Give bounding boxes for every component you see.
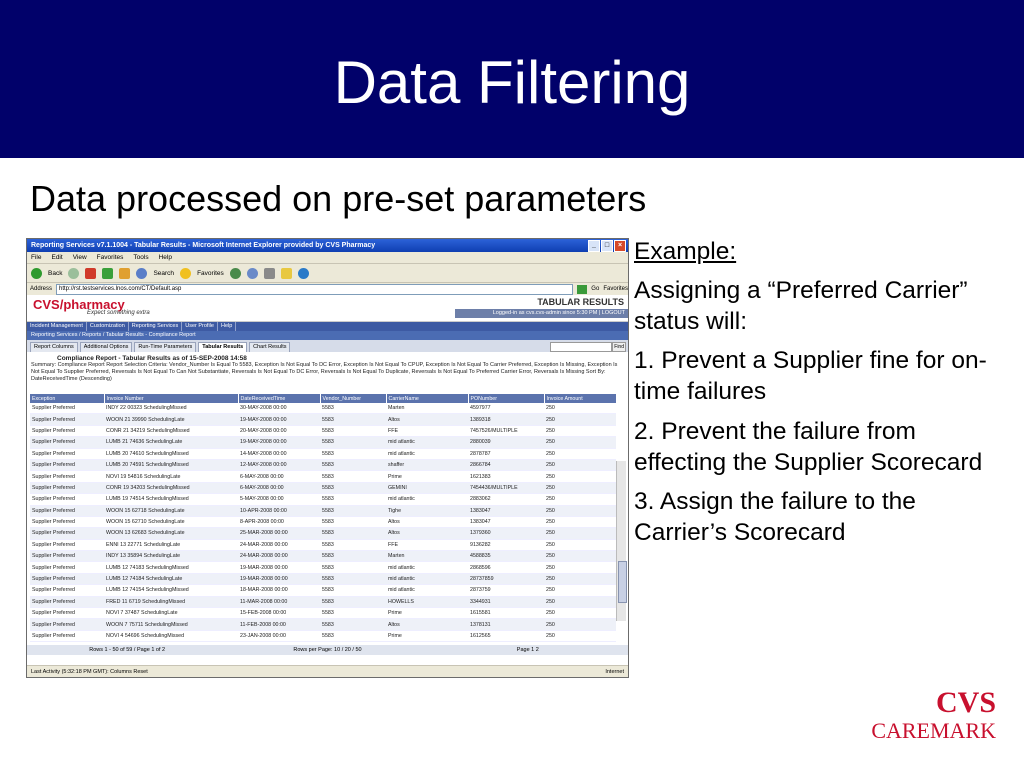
- table-row[interactable]: [30, 448, 616, 459]
- table-cell: 250: [544, 585, 616, 596]
- table-cell: 5583: [320, 551, 386, 562]
- table-row[interactable]: [30, 471, 616, 482]
- table-cell: 5583: [320, 608, 386, 619]
- table-cell: 10-APR-2008 00:00: [238, 505, 320, 516]
- forward-arrow-icon[interactable]: [68, 268, 79, 279]
- slide-subtitle: Data processed on pre-set parameters: [30, 178, 647, 219]
- table-cell: 20-MAY-2008 00:00: [238, 425, 320, 436]
- table-cell: 11-FEB-2008 00:00: [238, 619, 320, 630]
- report-summary: Summary: Compliance Report Report Selection Criteria: Vendor_Number Is Equal To 5583, Exception Is Not Equal To DC Error, Exception Is Not Equal To CPUP, Exception Is Not Equal To Carrier Preferred, Exception Is Missing, Exception Is Not Equal To Supplier Preferred, Reversals Is Not Equal To Can Not Substantiate, Reversals Is Not Equal To DC Error, Reversals Is Not Equal To Duplicate, Reversals Is Not Equal To Preferred Carrier Error, Reversals Is Missing Sort By: DateReceivedTime (Descending): [31, 362, 618, 382]
- table-cell: Prime: [386, 471, 468, 482]
- table-cell: 4588835: [468, 551, 544, 562]
- column-header[interactable]: Invoice Amount: [544, 394, 616, 403]
- table-cell: 5583: [320, 516, 386, 527]
- table-cell: LUMB 20 74610 SchedulingMissed: [104, 448, 238, 459]
- table-cell: 5583: [320, 414, 386, 425]
- point-3: 3. Assign the failure to the Carrier’s Scorecard: [634, 487, 916, 546]
- browser-screenshot: [26, 238, 629, 678]
- table-cell: 19-MAR-2008 00:00: [238, 573, 320, 584]
- table-cell: 5-MAY-2008 00:00: [238, 494, 320, 505]
- pager-per-page[interactable]: Rows per Page: 10 / 20 / 50: [293, 647, 362, 653]
- table-cell: 4597977: [468, 403, 544, 414]
- table-cell: Supplier Preferred: [30, 437, 104, 448]
- table-cell: Supplier Preferred: [30, 619, 104, 630]
- table-cell: WOON 15 62710 SchedulingLate: [104, 516, 238, 527]
- table-cell: mid atlantic: [386, 585, 468, 596]
- table-cell: 11-MAR-2008 00:00: [238, 596, 320, 607]
- table-cell: 250: [544, 516, 616, 527]
- table-cell: 250: [544, 619, 616, 630]
- table-cell: Supplier Preferred: [30, 585, 104, 596]
- table-cell: Supplier Preferred: [30, 425, 104, 436]
- table-cell: 8-APR-2008 00:00: [238, 516, 320, 527]
- table-cell: 12-MAY-2008 00:00: [238, 459, 320, 470]
- table-cell: Supplier Preferred: [30, 528, 104, 539]
- table-row[interactable]: [30, 528, 616, 539]
- pager: [27, 645, 628, 655]
- table-cell: 24-MAR-2008 00:00: [238, 539, 320, 550]
- table-cell: 2866784: [468, 459, 544, 470]
- table-header-row: [30, 394, 616, 403]
- table-cell: 5583: [320, 528, 386, 539]
- table-cell: LUMB 19 74514 SchedulingMissed: [104, 494, 238, 505]
- browser-title: Reporting Services v7.1.1004 - Tabular Results - Microsoft Internet Explorer provided by CVS Pharmacy: [31, 242, 376, 249]
- table-cell: WOON 7 75711 SchedulingMissed: [104, 619, 238, 630]
- table-cell: Supplier Preferred: [30, 403, 104, 414]
- table-cell: INDY 22 00323 SchedulingMissed: [104, 403, 238, 414]
- table-cell: Supplier Preferred: [30, 494, 104, 505]
- tab-tabular-results[interactable]: Tabular Results: [198, 342, 247, 352]
- table-row[interactable]: [30, 414, 616, 425]
- table-row[interactable]: [30, 539, 616, 550]
- table-cell: 250: [544, 551, 616, 562]
- table-cell: 15-FEB-2008 00:00: [238, 608, 320, 619]
- table-cell: WOON 13 62683 SchedulingLate: [104, 528, 238, 539]
- nav-reporting-services[interactable]: Reporting Services: [129, 322, 182, 331]
- table-row[interactable]: [30, 482, 616, 493]
- table-cell: Supplier Preferred: [30, 608, 104, 619]
- table-cell: 250: [544, 596, 616, 607]
- table-cell: 2878787: [468, 448, 544, 459]
- table-cell: WOON 15 62718 SchedulingLate: [104, 505, 238, 516]
- table-cell: 5583: [320, 562, 386, 573]
- home-icon[interactable]: [119, 268, 130, 279]
- table-cell: 5583: [320, 403, 386, 414]
- table-cell: 250: [544, 471, 616, 482]
- table-cell: 5583: [320, 539, 386, 550]
- table-cell: Supplier Preferred: [30, 573, 104, 584]
- table-cell: shaffer: [386, 459, 468, 470]
- minimize-icon[interactable]: _: [588, 240, 600, 252]
- table-cell: 1379360: [468, 528, 544, 539]
- browser-toolbar: [27, 264, 628, 283]
- mail-icon[interactable]: [247, 268, 258, 279]
- table-cell: FFE: [386, 425, 468, 436]
- brand-tagline: Expect something extra: [87, 310, 150, 316]
- table-cell: 250: [544, 425, 616, 436]
- table-row[interactable]: [30, 619, 616, 630]
- table-cell: 19-MAR-2008 00:00: [238, 562, 320, 573]
- table-row[interactable]: [30, 437, 616, 448]
- column-header[interactable]: Invoice Number: [104, 394, 238, 403]
- stop-icon[interactable]: [85, 268, 96, 279]
- links-label[interactable]: Favorites: [603, 286, 628, 292]
- table-cell: 1383047: [468, 516, 544, 527]
- table-cell: 9136282: [468, 539, 544, 550]
- table-cell: FFE: [386, 539, 468, 550]
- table-cell: 5583: [320, 425, 386, 436]
- table-cell: Altos: [386, 528, 468, 539]
- edit-icon[interactable]: [281, 268, 292, 279]
- table-cell: Prime: [386, 630, 468, 641]
- table-cell: 2883062: [468, 494, 544, 505]
- menu-favorites[interactable]: Favorites: [96, 254, 124, 261]
- table-row[interactable]: [30, 573, 616, 584]
- table-cell: 5583: [320, 494, 386, 505]
- table-cell: 6-MAY-2008 00:00: [238, 482, 320, 493]
- login-status[interactable]: Logged-in as cvs.cvs-admin since 5:30 PM | LOGOUT: [455, 309, 628, 318]
- search-label[interactable]: Search: [153, 269, 175, 277]
- table-row[interactable]: [30, 608, 616, 619]
- table-cell: 250: [544, 459, 616, 470]
- table-cell: mid atlantic: [386, 448, 468, 459]
- table-cell: 5583: [320, 573, 386, 584]
- logo-cvs-text: CVS: [935, 686, 996, 719]
- app-nav: [27, 322, 628, 331]
- table-cell: 14-MAY-2008 00:00: [238, 448, 320, 459]
- table-cell: Supplier Preferred: [30, 482, 104, 493]
- pager-page[interactable]: Page 1 2: [516, 647, 539, 653]
- cvs-caremark-logo: [860, 686, 1000, 746]
- table-cell: LUMB 12 74184 SchedulingLate: [104, 573, 238, 584]
- find-button[interactable]: Find: [614, 344, 624, 350]
- table-cell: Prime: [386, 608, 468, 619]
- table-cell: FRED 11 6719 SchedulingMissed: [104, 596, 238, 607]
- menu-view[interactable]: View: [72, 254, 87, 261]
- table-cell: Altos: [386, 414, 468, 425]
- globe-icon[interactable]: [298, 268, 309, 279]
- table-cell: Tighe: [386, 505, 468, 516]
- table-row[interactable]: [30, 596, 616, 607]
- slide-title: Data Filtering: [333, 49, 691, 116]
- table-cell: 250: [544, 437, 616, 448]
- table-cell: NOVI 7 37487 SchedulingLate: [104, 608, 238, 619]
- report-title: Compliance Report - Tabular Results as of 15-SEP-2008 14:58: [57, 355, 247, 362]
- table-cell: 250: [544, 573, 616, 584]
- table-cell: 250: [544, 448, 616, 459]
- table-cell: mid atlantic: [386, 494, 468, 505]
- slide-body: [634, 236, 1014, 556]
- table-cell: Altos: [386, 516, 468, 527]
- table-cell: 30-MAY-2008 00:00: [238, 403, 320, 414]
- table-cell: HOWELLS: [386, 596, 468, 607]
- logo-caremark-text: CAREMARK: [871, 718, 996, 743]
- point-2: 2. Prevent the failure from effecting the Supplier Scorecard: [634, 417, 983, 476]
- scrollbar-thumb[interactable]: [618, 561, 627, 603]
- table-cell: 1612565: [468, 630, 544, 641]
- menu-help[interactable]: Help: [158, 254, 172, 261]
- menu-bar: [27, 252, 628, 264]
- table-cell: mid atlantic: [386, 437, 468, 448]
- table-cell: 250: [544, 494, 616, 505]
- table-cell: Altos: [386, 619, 468, 630]
- table-cell: 250: [544, 403, 616, 414]
- table-cell: 250: [544, 528, 616, 539]
- table-cell: CONR 21 34219 SchedulingMissed: [104, 425, 238, 436]
- table-cell: Supplier Preferred: [30, 505, 104, 516]
- table-row[interactable]: [30, 403, 616, 414]
- table-cell: 28737859: [468, 573, 544, 584]
- table-cell: 23-JAN-2008 00:00: [238, 630, 320, 641]
- table-cell: 5583: [320, 585, 386, 596]
- tab-additional-options[interactable]: Additional Options: [80, 342, 133, 352]
- table-cell: 5583: [320, 471, 386, 482]
- table-cell: 250: [544, 482, 616, 493]
- menu-tools[interactable]: Tools: [133, 254, 149, 261]
- report-header: [27, 352, 628, 394]
- table-cell: 250: [544, 539, 616, 550]
- app-area: [27, 295, 628, 665]
- table-cell: 5583: [320, 630, 386, 641]
- table-cell: Supplier Preferred: [30, 551, 104, 562]
- search-icon[interactable]: [136, 268, 147, 279]
- report-tabs: [27, 340, 628, 352]
- back-arrow-icon[interactable]: [31, 268, 42, 279]
- status-text: Last Activity (5:32:18 PM GMT): Columns Reset: [31, 669, 148, 675]
- menu-edit[interactable]: Edit: [51, 254, 63, 261]
- table-cell: 18-MAR-2008 00:00: [238, 585, 320, 596]
- nav-customization[interactable]: Customization: [87, 322, 129, 331]
- nav-help[interactable]: Help: [218, 322, 236, 331]
- table-cell: LUMB 12 74154 SchedulingMissed: [104, 585, 238, 596]
- table-cell: Supplier Preferred: [30, 539, 104, 550]
- table-cell: CONR 19 34203 SchedulingMissed: [104, 482, 238, 493]
- table-cell: 5583: [320, 448, 386, 459]
- history-icon[interactable]: [230, 268, 241, 279]
- print-icon[interactable]: [264, 268, 275, 279]
- table-cell: mid atlantic: [386, 562, 468, 573]
- table-row[interactable]: [30, 516, 616, 527]
- column-header[interactable]: CarrierName: [386, 394, 468, 403]
- table-cell: mid atlantic: [386, 573, 468, 584]
- table-cell: LUMB 12 74183 SchedulingMissed: [104, 562, 238, 573]
- go-button[interactable]: Go: [591, 286, 600, 292]
- table-row[interactable]: [30, 425, 616, 436]
- point-1: 1. Prevent a Supplier fine for on-time failures: [634, 347, 987, 406]
- table-cell: 5583: [320, 482, 386, 493]
- table-cell: 250: [544, 630, 616, 641]
- table-cell: 1615581: [468, 608, 544, 619]
- app-header: [27, 295, 628, 322]
- table-cell: GEMINI: [386, 482, 468, 493]
- tab-run-time-parameters[interactable]: Run-Time Parameters: [134, 342, 196, 352]
- refresh-icon[interactable]: [102, 268, 113, 279]
- table-row[interactable]: [30, 505, 616, 516]
- example-label: Example:: [634, 238, 737, 265]
- window-controls: [588, 240, 626, 252]
- table-row[interactable]: [30, 585, 616, 596]
- table-cell: Marten: [386, 403, 468, 414]
- table-cell: 5583: [320, 437, 386, 448]
- column-header[interactable]: PONumber: [468, 394, 544, 403]
- table-cell: NOVI 4 54696 SchedulingMissed: [104, 630, 238, 641]
- table-cell: LUMB 20 74591 SchedulingMissed: [104, 459, 238, 470]
- menu-file[interactable]: File: [31, 254, 42, 261]
- table-cell: 5583: [320, 505, 386, 516]
- table-cell: Supplier Preferred: [30, 630, 104, 641]
- table-cell: 1389318: [468, 414, 544, 425]
- breadcrumb: Reporting Services / Reports / Tabular Results - Compliance Report: [27, 331, 628, 340]
- browser-title-bar: [27, 239, 628, 252]
- table-row[interactable]: [30, 494, 616, 505]
- favorites-star-icon[interactable]: [180, 268, 191, 279]
- maximize-icon[interactable]: □: [601, 240, 613, 252]
- favorites-label[interactable]: Favorites: [197, 269, 224, 277]
- table-cell: 19-MAY-2008 00:00: [238, 414, 320, 425]
- table-cell: Supplier Preferred: [30, 471, 104, 482]
- address-label: Address: [30, 286, 53, 292]
- results-table: [30, 394, 617, 642]
- table-cell: Supplier Preferred: [30, 562, 104, 573]
- table-cell: ENNI 13 22771 SchedulingLate: [104, 539, 238, 550]
- table-cell: 7457526/MULTIPLE: [468, 425, 544, 436]
- address-input[interactable]: http://rst.testservices.lnos.com/CT/Default.asp: [56, 284, 573, 295]
- table-cell: 7454436/MULTIPLE: [468, 482, 544, 493]
- go-arrow-icon[interactable]: [577, 285, 587, 294]
- table-cell: 5583: [320, 596, 386, 607]
- table-cell: LUMB 21 74636 SchedulingLate: [104, 437, 238, 448]
- tab-report-columns[interactable]: Report Columns: [30, 342, 78, 352]
- table-cell: 250: [544, 608, 616, 619]
- table-cell: 5583: [320, 459, 386, 470]
- status-zone: Internet: [605, 669, 624, 675]
- close-icon[interactable]: ×: [614, 240, 626, 252]
- column-header[interactable]: DateReceivedTime: [238, 394, 320, 403]
- table-cell: 24-MAR-2008 00:00: [238, 551, 320, 562]
- page-title: TABULAR RESULTS: [537, 297, 624, 307]
- nav-user-profile[interactable]: User Profile: [182, 322, 218, 331]
- table-cell: 2868596: [468, 562, 544, 573]
- table-row[interactable]: [30, 551, 616, 562]
- table-cell: Supplier Preferred: [30, 596, 104, 607]
- browser-status-bar: [27, 665, 628, 677]
- table-cell: 1383047: [468, 505, 544, 516]
- table-cell: Supplier Preferred: [30, 448, 104, 459]
- table-cell: INDY 13 35894 SchedulingLate: [104, 551, 238, 562]
- table-body: [30, 403, 616, 642]
- table-row[interactable]: [30, 562, 616, 573]
- table-cell: Supplier Preferred: [30, 516, 104, 527]
- table-row[interactable]: [30, 459, 616, 470]
- nav-incident-management[interactable]: Incident Management: [27, 322, 87, 331]
- table-cell: 250: [544, 562, 616, 573]
- cvs-pharmacy-logo: CVS/pharmacy: [33, 297, 125, 312]
- table-cell: 250: [544, 414, 616, 425]
- column-header[interactable]: Exception: [30, 394, 104, 403]
- table-cell: 2873759: [468, 585, 544, 596]
- table-cell: 3344931: [468, 596, 544, 607]
- table-cell: WOON 21 39990 SchedulingLate: [104, 414, 238, 425]
- table-cell: 250: [544, 505, 616, 516]
- table-cell: NOVI 19 54816 SchedulingLate: [104, 471, 238, 482]
- table-cell: 2880039: [468, 437, 544, 448]
- table-cell: 1621383: [468, 471, 544, 482]
- column-header[interactable]: Vendor_Number: [320, 394, 386, 403]
- address-bar: [27, 283, 628, 295]
- back-label[interactable]: Back: [48, 269, 63, 277]
- table-cell: 1378131: [468, 619, 544, 630]
- table-cell: Marten: [386, 551, 468, 562]
- table-scrollbar[interactable]: [616, 461, 626, 621]
- table-cell: 6-MAY-2008 00:00: [238, 471, 320, 482]
- find-input[interactable]: [550, 342, 612, 352]
- table-cell: 25-MAR-2008 00:00: [238, 528, 320, 539]
- table-cell: 5583: [320, 619, 386, 630]
- table-cell: Supplier Preferred: [30, 414, 104, 425]
- point-intro: Assigning a “Preferred Carrier” status will:: [634, 277, 968, 336]
- tab-chart-results[interactable]: Chart Results: [249, 342, 290, 352]
- pager-rows: Rows 1 - 50 of 59 / Page 1 of 2: [89, 647, 166, 653]
- table-cell: 19-MAY-2008 00:00: [238, 437, 320, 448]
- table-row[interactable]: [30, 630, 616, 641]
- table-cell: Supplier Preferred: [30, 459, 104, 470]
